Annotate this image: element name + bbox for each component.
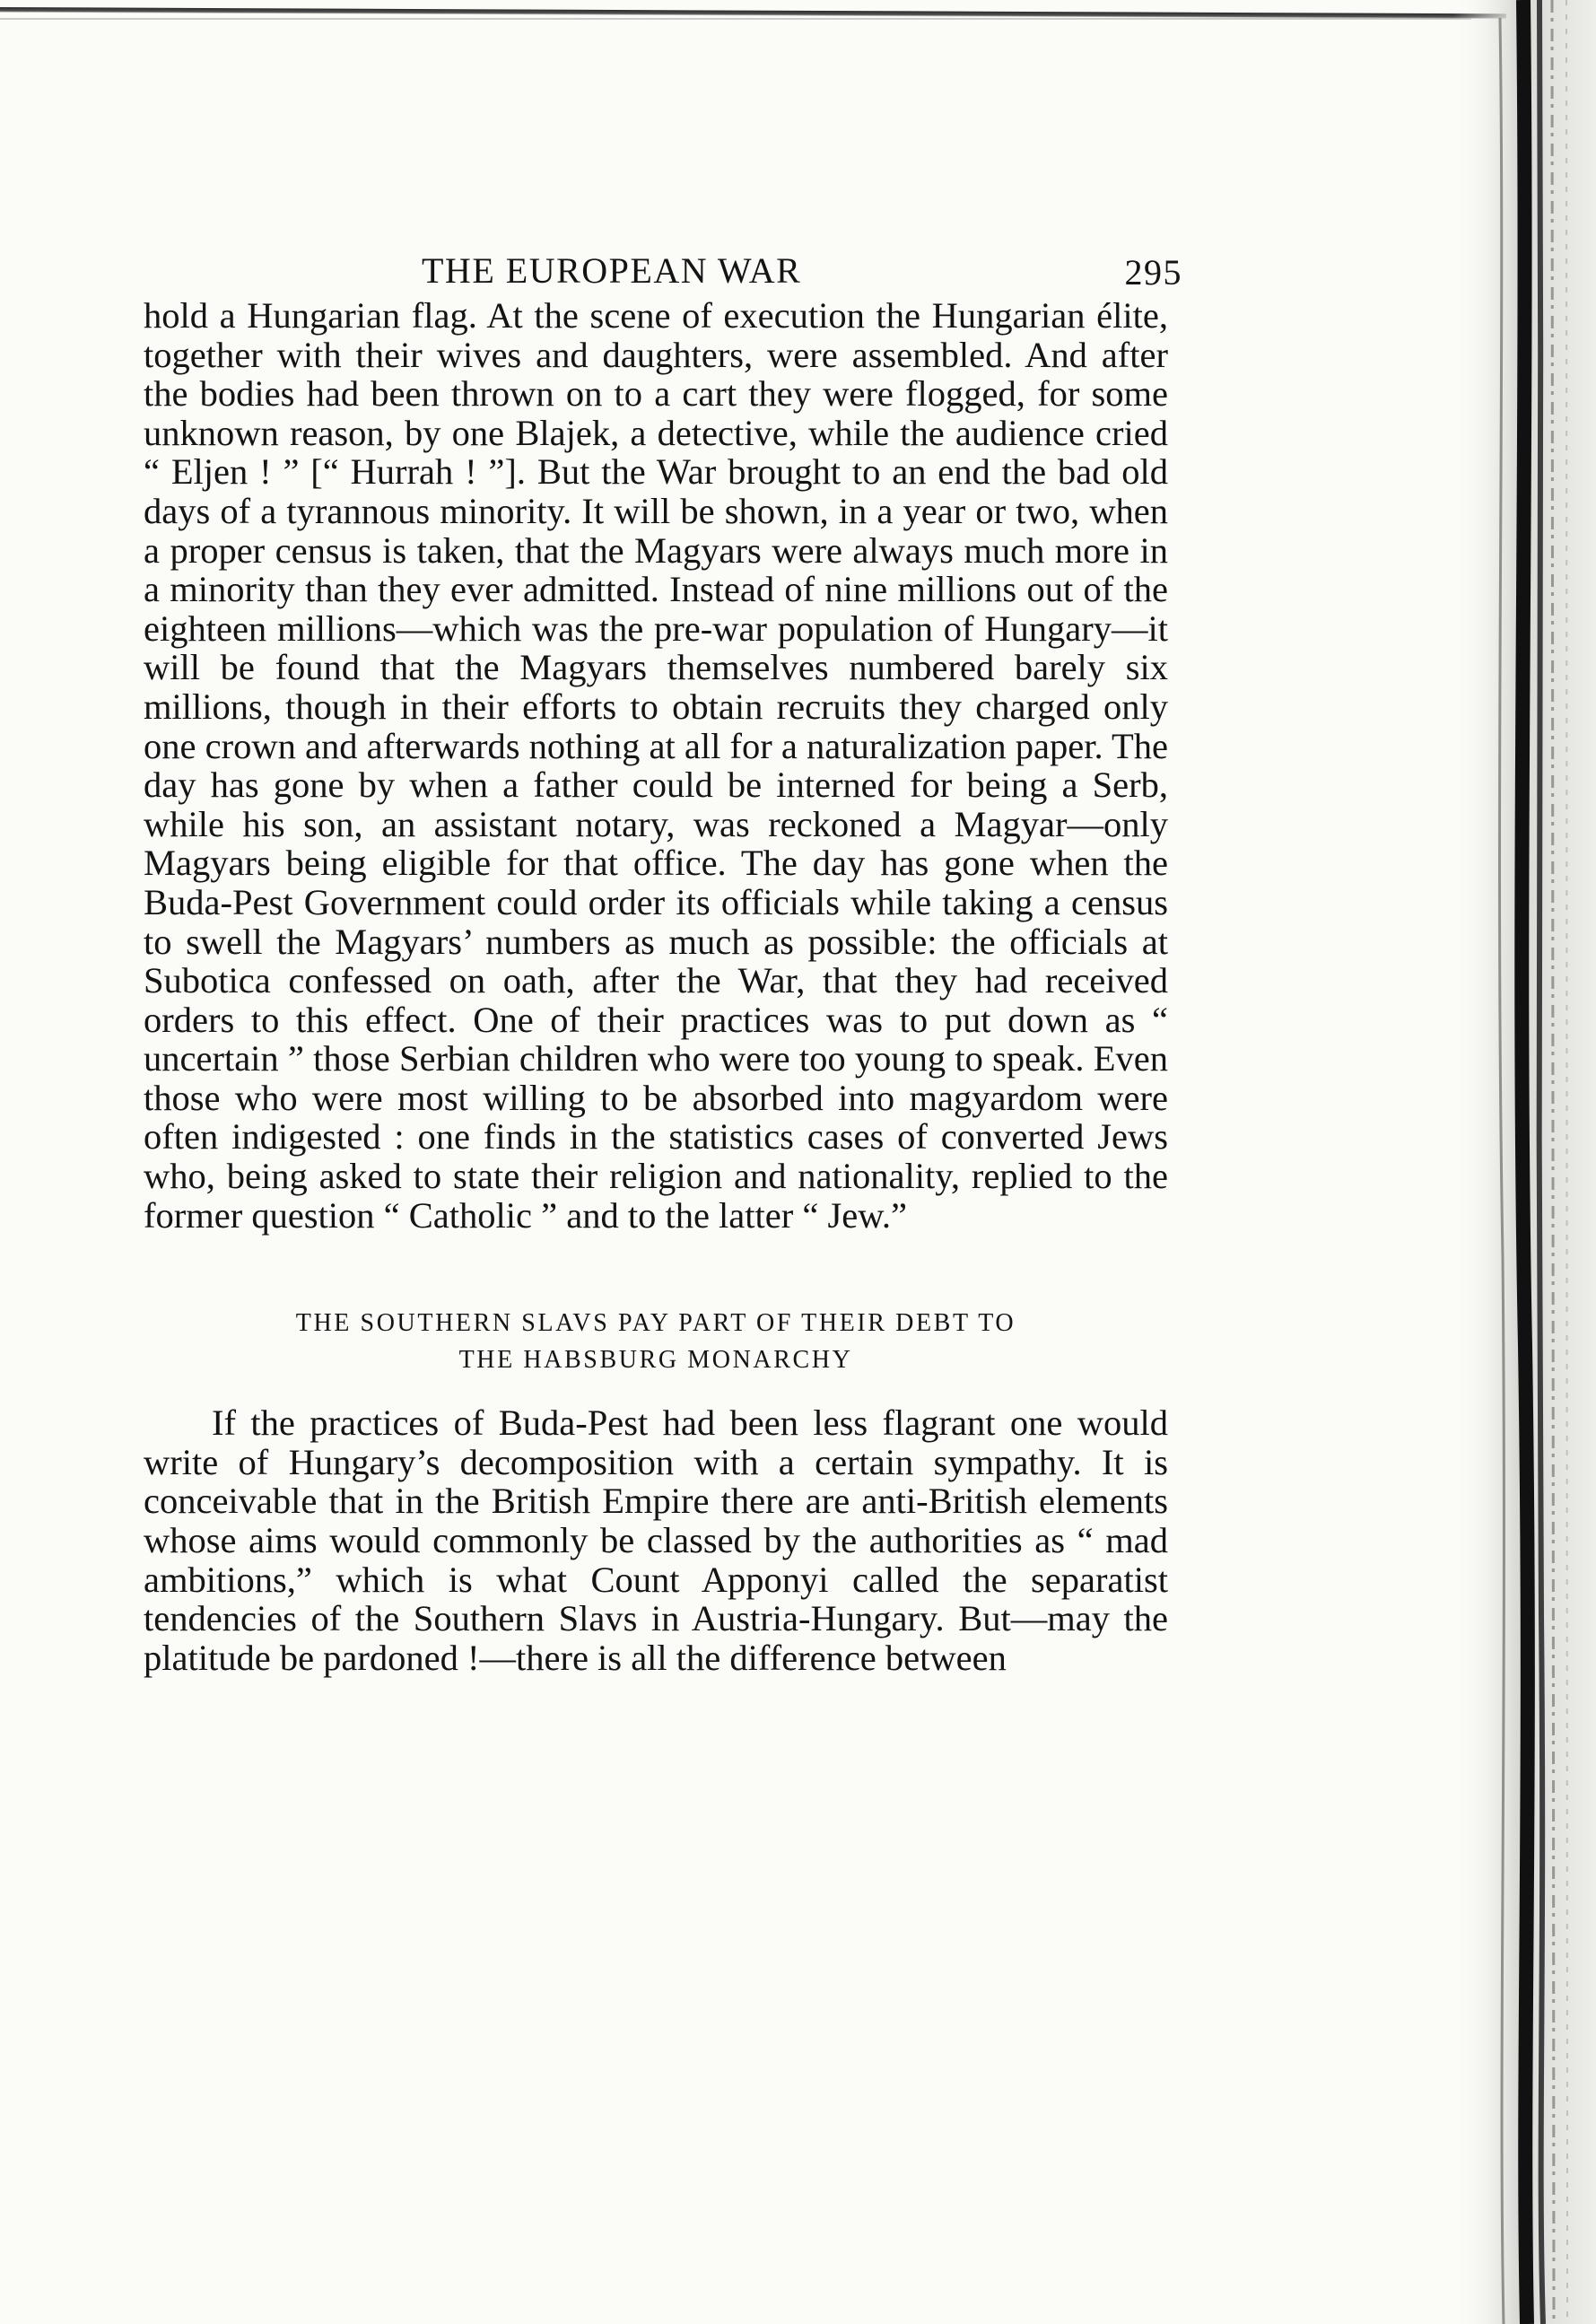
body-paragraph-2: If the practices of Buda-Pest had been less flagrant one would write of Hungary’s decomposition with a certain sympathy. It is conceivable that in the British Empire there are anti-British elements whose aims would commonly be classed by the authorities as “ mad ambitions,” which is what Count Apponyi called the separatist tendencies of the Southern Slavs in Austria-Hungary. But—may the platitude be pardoned !—there is all the difference between — [144, 1402, 1168, 1678]
book-page — [144, 242, 1182, 1678]
page-number: 295 — [1124, 252, 1182, 293]
section-heading — [144, 1305, 1168, 1378]
top-edge-shadow — [0, 18, 1471, 20]
section-heading-line-1: THE SOUTHERN SLAVS PAY PART OF THEIR DEBT TO — [295, 1309, 1016, 1338]
running-title: THE EUROPEAN WAR — [422, 250, 802, 291]
body-paragraph-1: hold a Hungarian flag. At the scene of execution the Hungarian élite, together with their wives and daughters, were assembled. And after the bodies had been thrown on to a cart they were flogged, for some unknown reason, by one Blajek, a detective, while the audience cried “ Eljen ! ” [“ Hurrah ! ”]. But the War brought to an end the bad old days of a tyrannous minority. It will be shown, in a year or two, when a proper census is taken, that the Magyars were always much more in a minority than they ever admitted. Instead of nine millions out of the eighteen millions—which was the pre-war population of Hungary—it will be found that the Magyars themselves numbered barely six millions, though in their efforts to obtain recruits they charged only one crown and afterwards nothing at all for a naturalization paper. The day has gone by when a father could be interned for being a Serb, while his son, an assistant notary, was reckoned a Magyar—only Magyars being eligible for that office. The day has gone when the Buda-Pest Government could order its officials while taking a census to swell the Magyars’ numbers as much as possible: the officials at Subotica confessed on oath, after the War, that they had received orders to this effect. One of their practices was to put down as “ uncertain ” those Serbian children who were too young to speak. Even those who were most willing to be absorbed into magyardom were often indigested : one finds in the statistics cases of converted Jews who, being asked to state their religion and nationality, replied to the former question “ Catholic ” and to the latter “ Jew.” — [144, 295, 1168, 1236]
running-head — [144, 242, 1182, 296]
book-spine-gutter — [1453, 0, 1596, 2324]
section-heading-line-2: THE HABSBURG MONARCHY — [458, 1346, 853, 1375]
